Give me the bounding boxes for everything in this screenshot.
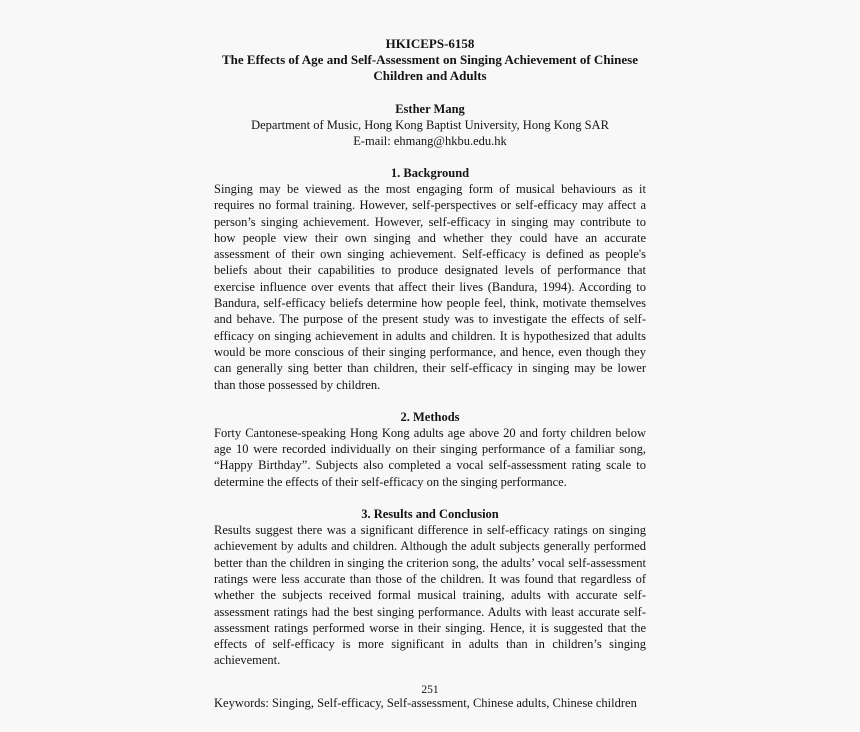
section-body-background: Singing may be viewed as the most engaging form of musical behaviours as it requires no formal training. However, self-perspectives or self-efficacy may affect a person’s singing achievement. However, self-efficacy in singing may contribute to how people view their own singing and whether they could have an accurate assessment of their own singing achievement. Self-efficacy is defined as people's beliefs about their capabilities to produce designated levels of performance that exercise influence over events that affect their lives (Bandura, 1994). According to Bandura, self-efficacy beliefs determine how people feel, think, motivate themselves and behave. The purpose of the present study was to investigate the effects of self-efficacy on singing achievement in adults and children. It is hypothesized that adults would be more conscious of their singing performance, and hence, even though they can generally sing better than children, their self-efficacy in singing may be lower than those possessed by children. xyxy=(214,182,646,392)
page-number: 251 xyxy=(421,684,439,696)
paper-content xyxy=(214,36,646,711)
section-heading-background: 1. Background xyxy=(390,166,470,180)
author-affiliation: Department of Music, Hong Kong Baptist University, Hong Kong SAR xyxy=(251,118,609,132)
section-methods xyxy=(214,409,646,490)
section-heading-results-conclusion: 3. Results and Conclusion xyxy=(361,507,499,522)
author-block xyxy=(214,101,646,149)
section-heading-methods: 2. Methods xyxy=(400,409,460,424)
section-background xyxy=(214,165,646,393)
paper-title: The Effects of Age and Self-Assessment on Singing Achievement of Chinese Children and Adults xyxy=(222,52,638,83)
keywords-line: Keywords: Singing, Self-efficacy, Self-assessment, Chinese adults, Chinese children xyxy=(214,695,637,710)
author-name: Esther Mang xyxy=(395,102,465,116)
paper-id: HKICEPS-6158 xyxy=(385,36,475,51)
section-body-methods: Forty Cantonese-speaking Hong Kong adults age above 20 and forty children below age 10 were recorded individually on their singing performance of a familiar song, “Happy Birthday”. Subjects also completed a vocal self-assessment rating scale to determine the effects of their self-efficacy on the singing performance. xyxy=(214,425,646,489)
author-email: E-mail: ehmang@hkbu.edu.hk xyxy=(353,134,507,148)
section-body-results-conclusion: Results suggest there was a significant difference in self-efficacy ratings on singing achievement by adults and children. Although the adult subjects generally performed better than the children in singing the criterion song, the adults’ vocal self-assessment ratings were less accurate than those of the children. It was found that regardless of whether the subjects received formal musical training, adults with accurate self-assessment ratings had the best singing performance. Adults with least accurate self-assessment ratings performed worse in their singing. Hence, it is suggested that the effects of self-efficacy is more significant in adults than in children’s singing achievement. xyxy=(214,523,646,668)
section-results-conclusion xyxy=(214,506,646,669)
